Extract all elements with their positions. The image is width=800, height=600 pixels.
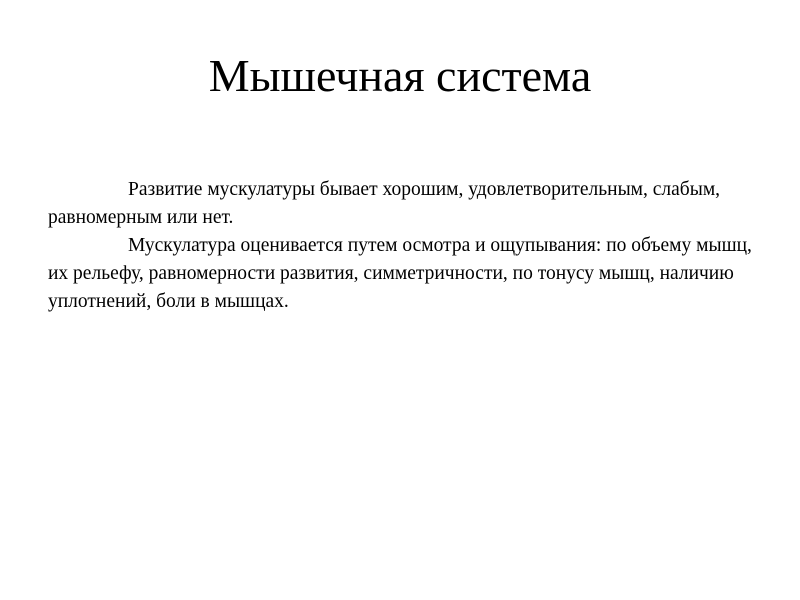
body-paragraph-development: Развитие мускулатуры бывает хорошим, удовлетворительным, слабым, равномерным или нет. (48, 179, 721, 228)
body-paragraph-assessment: Мускулатура оценивается путем осмотра и ощупывания: по объему мышц, их рельефу, равномерности развития, симметричности, по тонусу мышц, наличию уплотнений, боли в мышцах. (48, 235, 752, 312)
slide-title: Мышечная система (208, 50, 592, 101)
slide-body (48, 176, 754, 316)
